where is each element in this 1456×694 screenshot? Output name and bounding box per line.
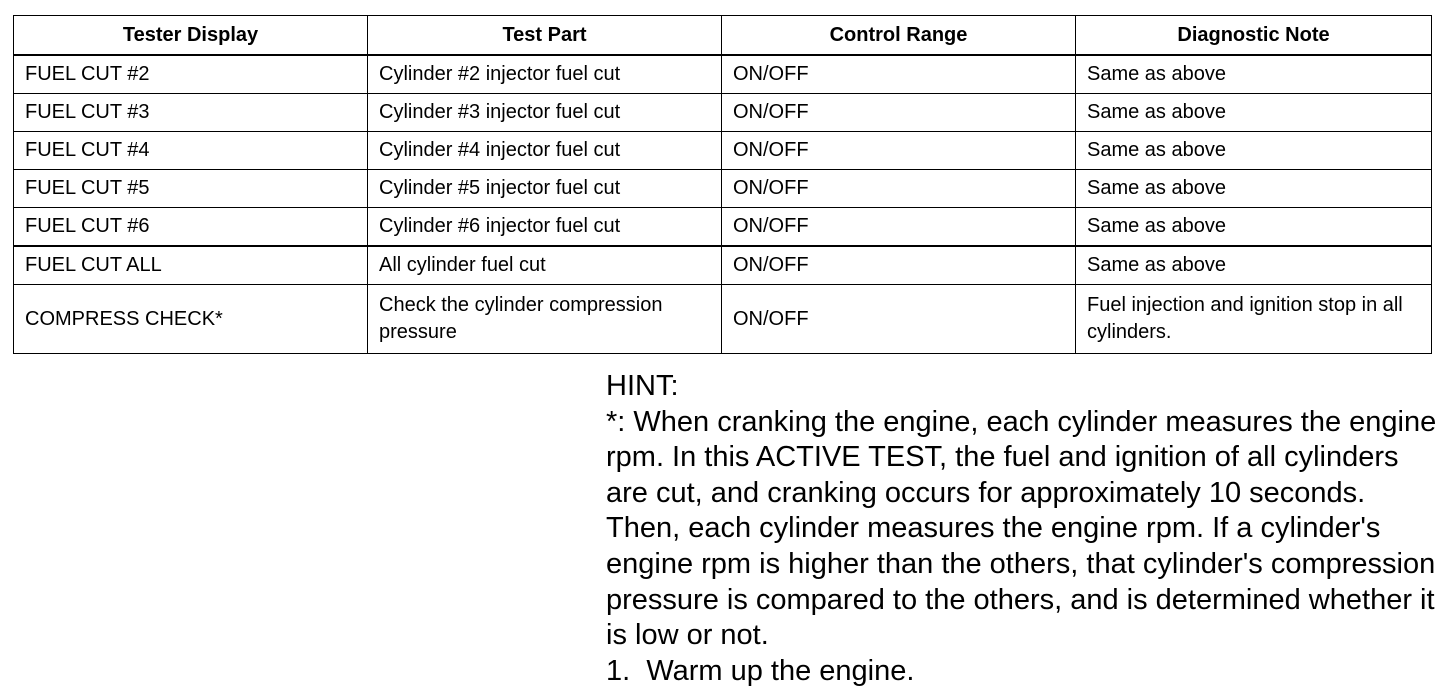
tester-display-cell: FUEL CUT #3 (14, 94, 368, 132)
table-row (14, 246, 1432, 285)
control-range-cell: ON/OFF (722, 170, 1076, 208)
tester-display-cell: FUEL CUT #2 (14, 55, 368, 94)
table-row (14, 285, 1432, 354)
tester-display-cell: FUEL CUT ALL (14, 246, 368, 285)
table-header-row (14, 16, 1432, 56)
diagnostic-note-cell: Same as above (1076, 94, 1432, 132)
diagnostic-note-cell: Same as above (1076, 132, 1432, 170)
tester-display-cell: FUEL CUT #5 (14, 170, 368, 208)
test-part-cell: Cylinder #4 injector fuel cut (368, 132, 722, 170)
step-item (606, 654, 1446, 690)
table-row (14, 132, 1432, 170)
test-part-cell: Cylinder #6 injector fuel cut (368, 208, 722, 247)
test-part-cell: Cylinder #3 injector fuel cut (368, 94, 722, 132)
hint-block (606, 369, 1446, 689)
hint-title: HINT: (606, 370, 679, 402)
header-control-range: Control Range (722, 16, 1076, 56)
control-range-cell: ON/OFF (722, 132, 1076, 170)
table-row (14, 170, 1432, 208)
step-text: Warm up the engine. (646, 654, 915, 687)
control-range-cell: ON/OFF (722, 246, 1076, 285)
diagnostic-note-cell: Same as above (1076, 55, 1432, 94)
test-part-cell: All cylinder fuel cut (368, 246, 722, 285)
table-row (14, 94, 1432, 132)
hint-body: *: When cranking the engine, each cylinder measures the engine rpm. In this ACTIVE TEST, the fuel and ignition of all cylinders are cut, and cranking occurs for approximately 10 seconds. Then, each cylinder measures the engine rpm. If a cylinder's engine rpm is higher than the others, that cylinder's compression pressure is compared to the others, and is determined whether it is low or not. (606, 405, 1437, 652)
header-diagnostic-note: Diagnostic Note (1076, 16, 1432, 56)
tester-display-cell: COMPRESS CHECK* (14, 285, 368, 354)
diagnostic-note-cell: Same as above (1076, 208, 1432, 247)
table-row (14, 208, 1432, 247)
diagnostic-note-cell: Same as above (1076, 246, 1432, 285)
header-tester-display: Tester Display (14, 16, 368, 56)
diagnostic-note-cell: Same as above (1076, 170, 1432, 208)
control-range-cell: ON/OFF (722, 55, 1076, 94)
table-row (14, 55, 1432, 94)
control-range-cell: ON/OFF (722, 94, 1076, 132)
header-test-part: Test Part (368, 16, 722, 56)
control-range-cell: ON/OFF (722, 285, 1076, 354)
step-number: 1. (606, 654, 631, 687)
tester-display-cell: FUEL CUT #6 (14, 208, 368, 247)
test-part-cell: Check the cylinder compression pressure (368, 285, 722, 354)
test-part-cell: Cylinder #5 injector fuel cut (368, 170, 722, 208)
tester-display-cell: FUEL CUT #4 (14, 132, 368, 170)
test-part-cell: Cylinder #2 injector fuel cut (368, 55, 722, 94)
diagnostic-note-cell: Fuel injection and ignition stop in all cylinders. (1076, 285, 1432, 354)
control-range-cell: ON/OFF (722, 208, 1076, 247)
active-test-table (13, 15, 1432, 354)
